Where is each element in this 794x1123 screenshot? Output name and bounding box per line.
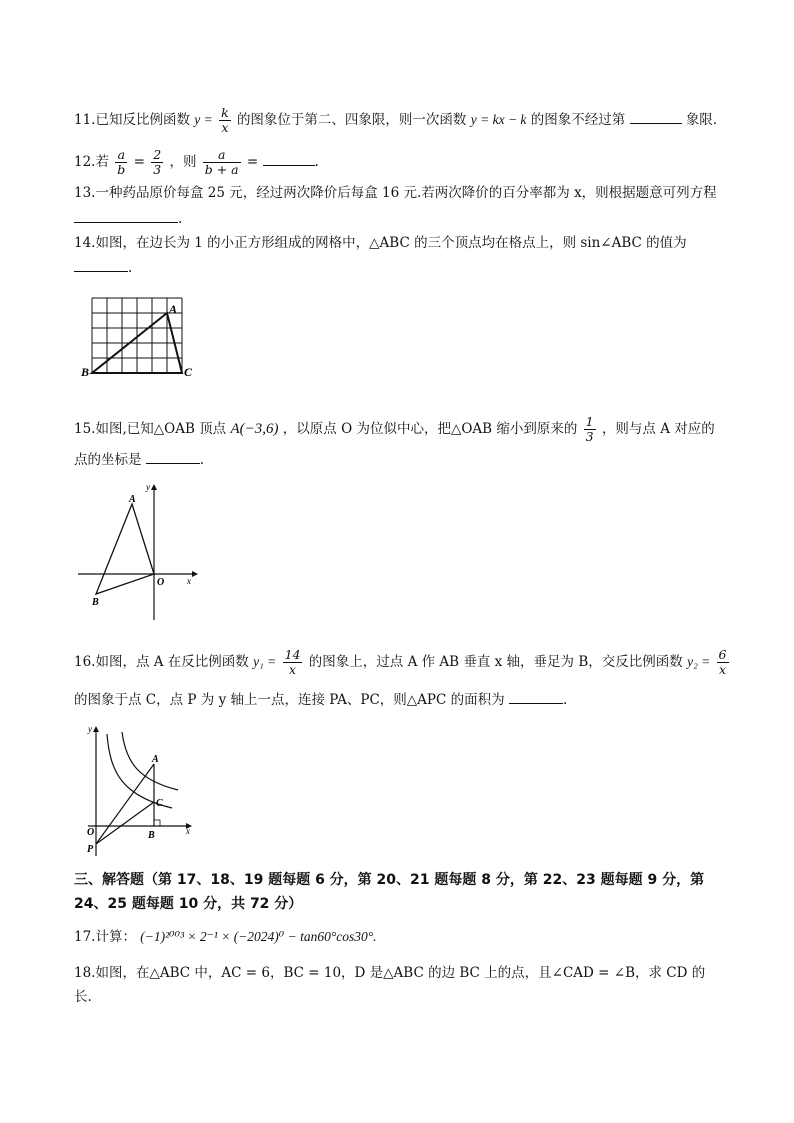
q16-f1-num: 14: [284, 647, 301, 662]
q16-label-a: A: [152, 754, 159, 765]
q15-f-num: 1: [585, 414, 594, 429]
q12-fraction-1: [115, 148, 127, 177]
q16-f2-den: x: [718, 662, 727, 677]
q16-y-arrow-icon: [93, 726, 99, 732]
q16-fraction-1: [283, 648, 303, 677]
q11-lhs: y =: [194, 112, 213, 127]
q14-label-c: C: [184, 365, 193, 379]
question-16: [74, 648, 731, 677]
q16-prefix: 16.如图，点 A 在反比例函数: [74, 654, 249, 670]
q13-answer-blank[interactable]: [74, 210, 178, 223]
q15-suffix: ，则与点 A 对应的: [601, 421, 715, 437]
q16-answer-blank[interactable]: [509, 691, 563, 704]
q11-linear: y = kx − k: [470, 112, 527, 127]
q16-mid: 的图象上，过点 A 作 AB 垂直 x 轴，垂足为 B，交反比例函数: [308, 654, 683, 670]
q11-frac-den: x: [221, 120, 229, 135]
q11-suffix-b: 象限.: [685, 112, 718, 128]
q15-prefix: 15.如图,已知△OAB 顶点: [74, 421, 227, 437]
question-18-line-2: 长.: [74, 989, 92, 1005]
q15-figure: [74, 480, 198, 624]
q12-f3-den: b + a: [204, 162, 239, 177]
q16-y1: y₁ =: [253, 654, 277, 669]
q15-mid: ，以原点 O 为位似中心，把△OAB 缩小到原来的: [282, 421, 578, 437]
q16-line-2: 的图象于点 C，点 P 为 y 轴上一点，连接 PA、PC，则△APC 的面积为 .: [74, 692, 568, 708]
q16-label-o: O: [87, 827, 95, 838]
question-18: 18.如图，在△ABC 中，AC = 6，BC = 10，D 是△ABC 的边 BC 上的点，且∠CAD = ∠B，求 CD 的: [74, 965, 706, 981]
q15-label-a: A: [129, 494, 136, 505]
section-3-heading-line-2: 24、25 题每题 10 分，共 72 分）: [74, 896, 303, 912]
q14-label-b: B: [81, 365, 90, 379]
q15-point: A(−3,6): [230, 421, 279, 437]
q12-f1-den: b: [117, 162, 126, 177]
q15-triangle-oab: [96, 504, 154, 594]
q16-line2-text: 的图象于点 C，点 P 为 y 轴上一点，连接 PA、PC，则△APC 的面积为: [74, 692, 505, 708]
section-3-heading: 三、解答题（第 17、18、19 题每题 6 分，第 20、21 题每题 8 分，第 22、23 题每题 9 分，第: [74, 872, 705, 888]
q15-answer-blank[interactable]: [146, 451, 200, 464]
question-11: [74, 106, 717, 135]
q12-mid: ，则: [169, 154, 197, 170]
q15-f-den: 3: [585, 429, 594, 444]
q15-y-arrow-icon: [151, 484, 157, 490]
q16-right-angle-mark: [154, 820, 160, 826]
q11-prefix: 11.已知反比例函数: [74, 112, 190, 128]
q16-label-x: x: [186, 826, 190, 836]
q12-eq: =: [133, 154, 145, 170]
q15-line2-text: 点的坐标是: [74, 452, 142, 468]
q12-eq2: =: [246, 154, 259, 170]
q15-label-b: B: [92, 597, 99, 608]
q12-f2-num: 2: [153, 147, 162, 162]
q14-answer-line: .: [74, 258, 132, 278]
q12-prefix: 12.若: [74, 154, 109, 170]
q11-mid: 的图象位于第二、四象限，则一次函数: [236, 112, 467, 128]
q15-label-o: O: [157, 577, 165, 588]
question-13: 13.一种药品原价每盒 25 元，经过两次降价后每盒 16 元.若两次降价的百分率都为 x，则根据题意可列方程: [74, 185, 717, 201]
q11-fraction: [219, 106, 231, 135]
q13-answer-line: .: [74, 209, 182, 229]
q14-answer-blank[interactable]: [74, 259, 128, 272]
q12-f3-num: a: [203, 148, 241, 163]
q16-label-c: C: [156, 798, 163, 809]
q15-fraction: [584, 415, 596, 444]
q12-f2-den: 3: [153, 162, 162, 177]
q16-f1-den: x: [289, 662, 297, 677]
question-17: [74, 927, 377, 947]
q16-y2: y₂ =: [687, 654, 711, 669]
q14-label-a: A: [169, 302, 178, 316]
q16-label-y: y: [88, 724, 92, 734]
q16-label-b: B: [148, 830, 155, 841]
q11-frac-num: k: [221, 105, 229, 120]
q15-label-y: y: [146, 482, 150, 492]
q16-label-p: P: [87, 844, 94, 855]
q16-curve-y1: [122, 732, 178, 790]
q16-segment-pc: [96, 802, 154, 844]
question-15: [74, 415, 715, 444]
q16-figure: [82, 722, 198, 862]
q11-suffix-a: 的图象不经过第: [530, 112, 626, 128]
question-14: 14.如图，在边长为 1 的小正方形组成的网格中，△ABC 的三个顶点均在格点上，则 sin∠ABC 的值为: [74, 235, 687, 251]
q12-answer-blank[interactable]: [263, 153, 315, 166]
question-12: 12.若 $\frac{a}{b}$ = $\frac{2}{3}$ ，则 $\frac{a}{b + a}$ = .: [74, 147, 319, 177]
q17-prefix: 17.计算：: [74, 929, 136, 945]
q15-x-arrow-icon: [192, 571, 198, 577]
q12-fraction-3: [203, 148, 241, 177]
q11-answer-blank[interactable]: [630, 111, 682, 124]
q16-segment-pa: [96, 764, 154, 844]
q15-label-x: x: [187, 576, 191, 586]
q17-expression: (−1)²⁰⁰³ × 2⁻¹ × (−2024)⁰ − tan60°cos30°.: [140, 929, 377, 944]
q16-f2-num: 6: [718, 647, 727, 662]
q16-fraction-2: [717, 648, 729, 677]
q15-line-2: 点的坐标是 .: [74, 452, 205, 468]
q12-f1-num: a: [115, 148, 127, 163]
q12-fraction-2: [151, 148, 163, 177]
q14-grid-figure: [80, 296, 200, 386]
